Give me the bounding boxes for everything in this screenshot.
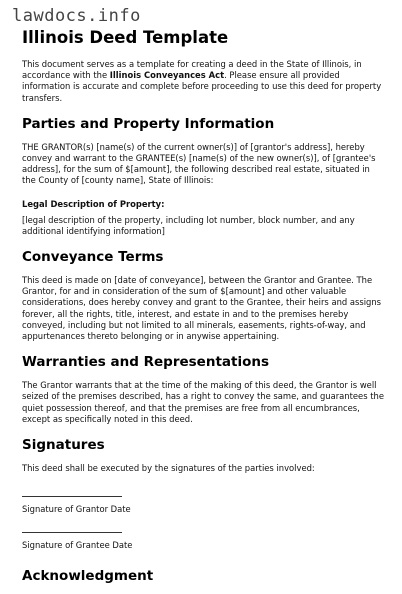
intro-paragraph: [22, 59, 384, 104]
site-logo[interactable]: lawdocs.info: [12, 6, 141, 26]
signatures-paragraph: This deed shall be executed by the signatures of the parties involved:: [22, 463, 315, 474]
intro-text-before: This document serves as a template for creating a deed in the State of Illinois, in accordance with the: [22, 59, 362, 81]
grantor-signature-line: [22, 496, 122, 497]
section-heading-acknowledgment: Acknowledgment: [22, 568, 154, 585]
act-name: Illinois Conveyances Act: [109, 70, 225, 81]
page-title: Illinois Deed Template: [22, 28, 229, 47]
parties-paragraph: THE GRANTOR(s) [name(s) of the current owner(s)] of [grantor's address], hereby convey and warrant to the GRANTEE(s) [name(s) of the new owner(s)], of [grantee's address], for the sum of $[amount], the following described real estate, situated in the County of [county name], State of Illinois:: [22, 141, 376, 186]
section-heading-warranties: Warranties and Representations: [22, 354, 270, 371]
legal-description-paragraph: [legal description of the property, including lot number, block number, and any additional identifying information]: [22, 214, 355, 236]
intro-text-after: . Please ensure all provided information is accurate and complete before proceeding to use this deed for property transfers.: [22, 70, 382, 103]
warranties-paragraph: The Grantor warrants that at the time of the making of this deed, the Grantor is well seized of the premises described, has a right to convey the same, and guarantees the quiet possession thereof, and that the premises are free from all encumbrances, except as specifically noted in this deed.: [22, 380, 384, 424]
document-content: [22, 28, 384, 594]
section-heading-signatures: Signatures: [22, 437, 105, 454]
conveyance-paragraph: This deed is made on [date of conveyance], between the Grantor and Grantee. The Grantor, for and in consideration of the sum of $[amount] and other valuable considerations, does hereby convey and grant to the Grantee, their heirs and assigns forever, all the rights, title, interest, and estate in and to the premises hereby conveyed, including but not limited to all minerals, easements, rights-of-way, and appurtenances thereto belonging or in anywise appertaining.: [22, 275, 382, 342]
grantee-signature-label: Signature of Grantee Date: [22, 540, 133, 551]
legal-description-heading: Legal Description of Property:: [22, 198, 165, 209]
section-heading-parties: Parties and Property Information: [22, 115, 275, 132]
grantor-signature-label: Signature of Grantor Date: [22, 504, 131, 515]
grantee-signature-line: [22, 532, 122, 533]
section-heading-conveyance: Conveyance Terms: [22, 249, 164, 266]
